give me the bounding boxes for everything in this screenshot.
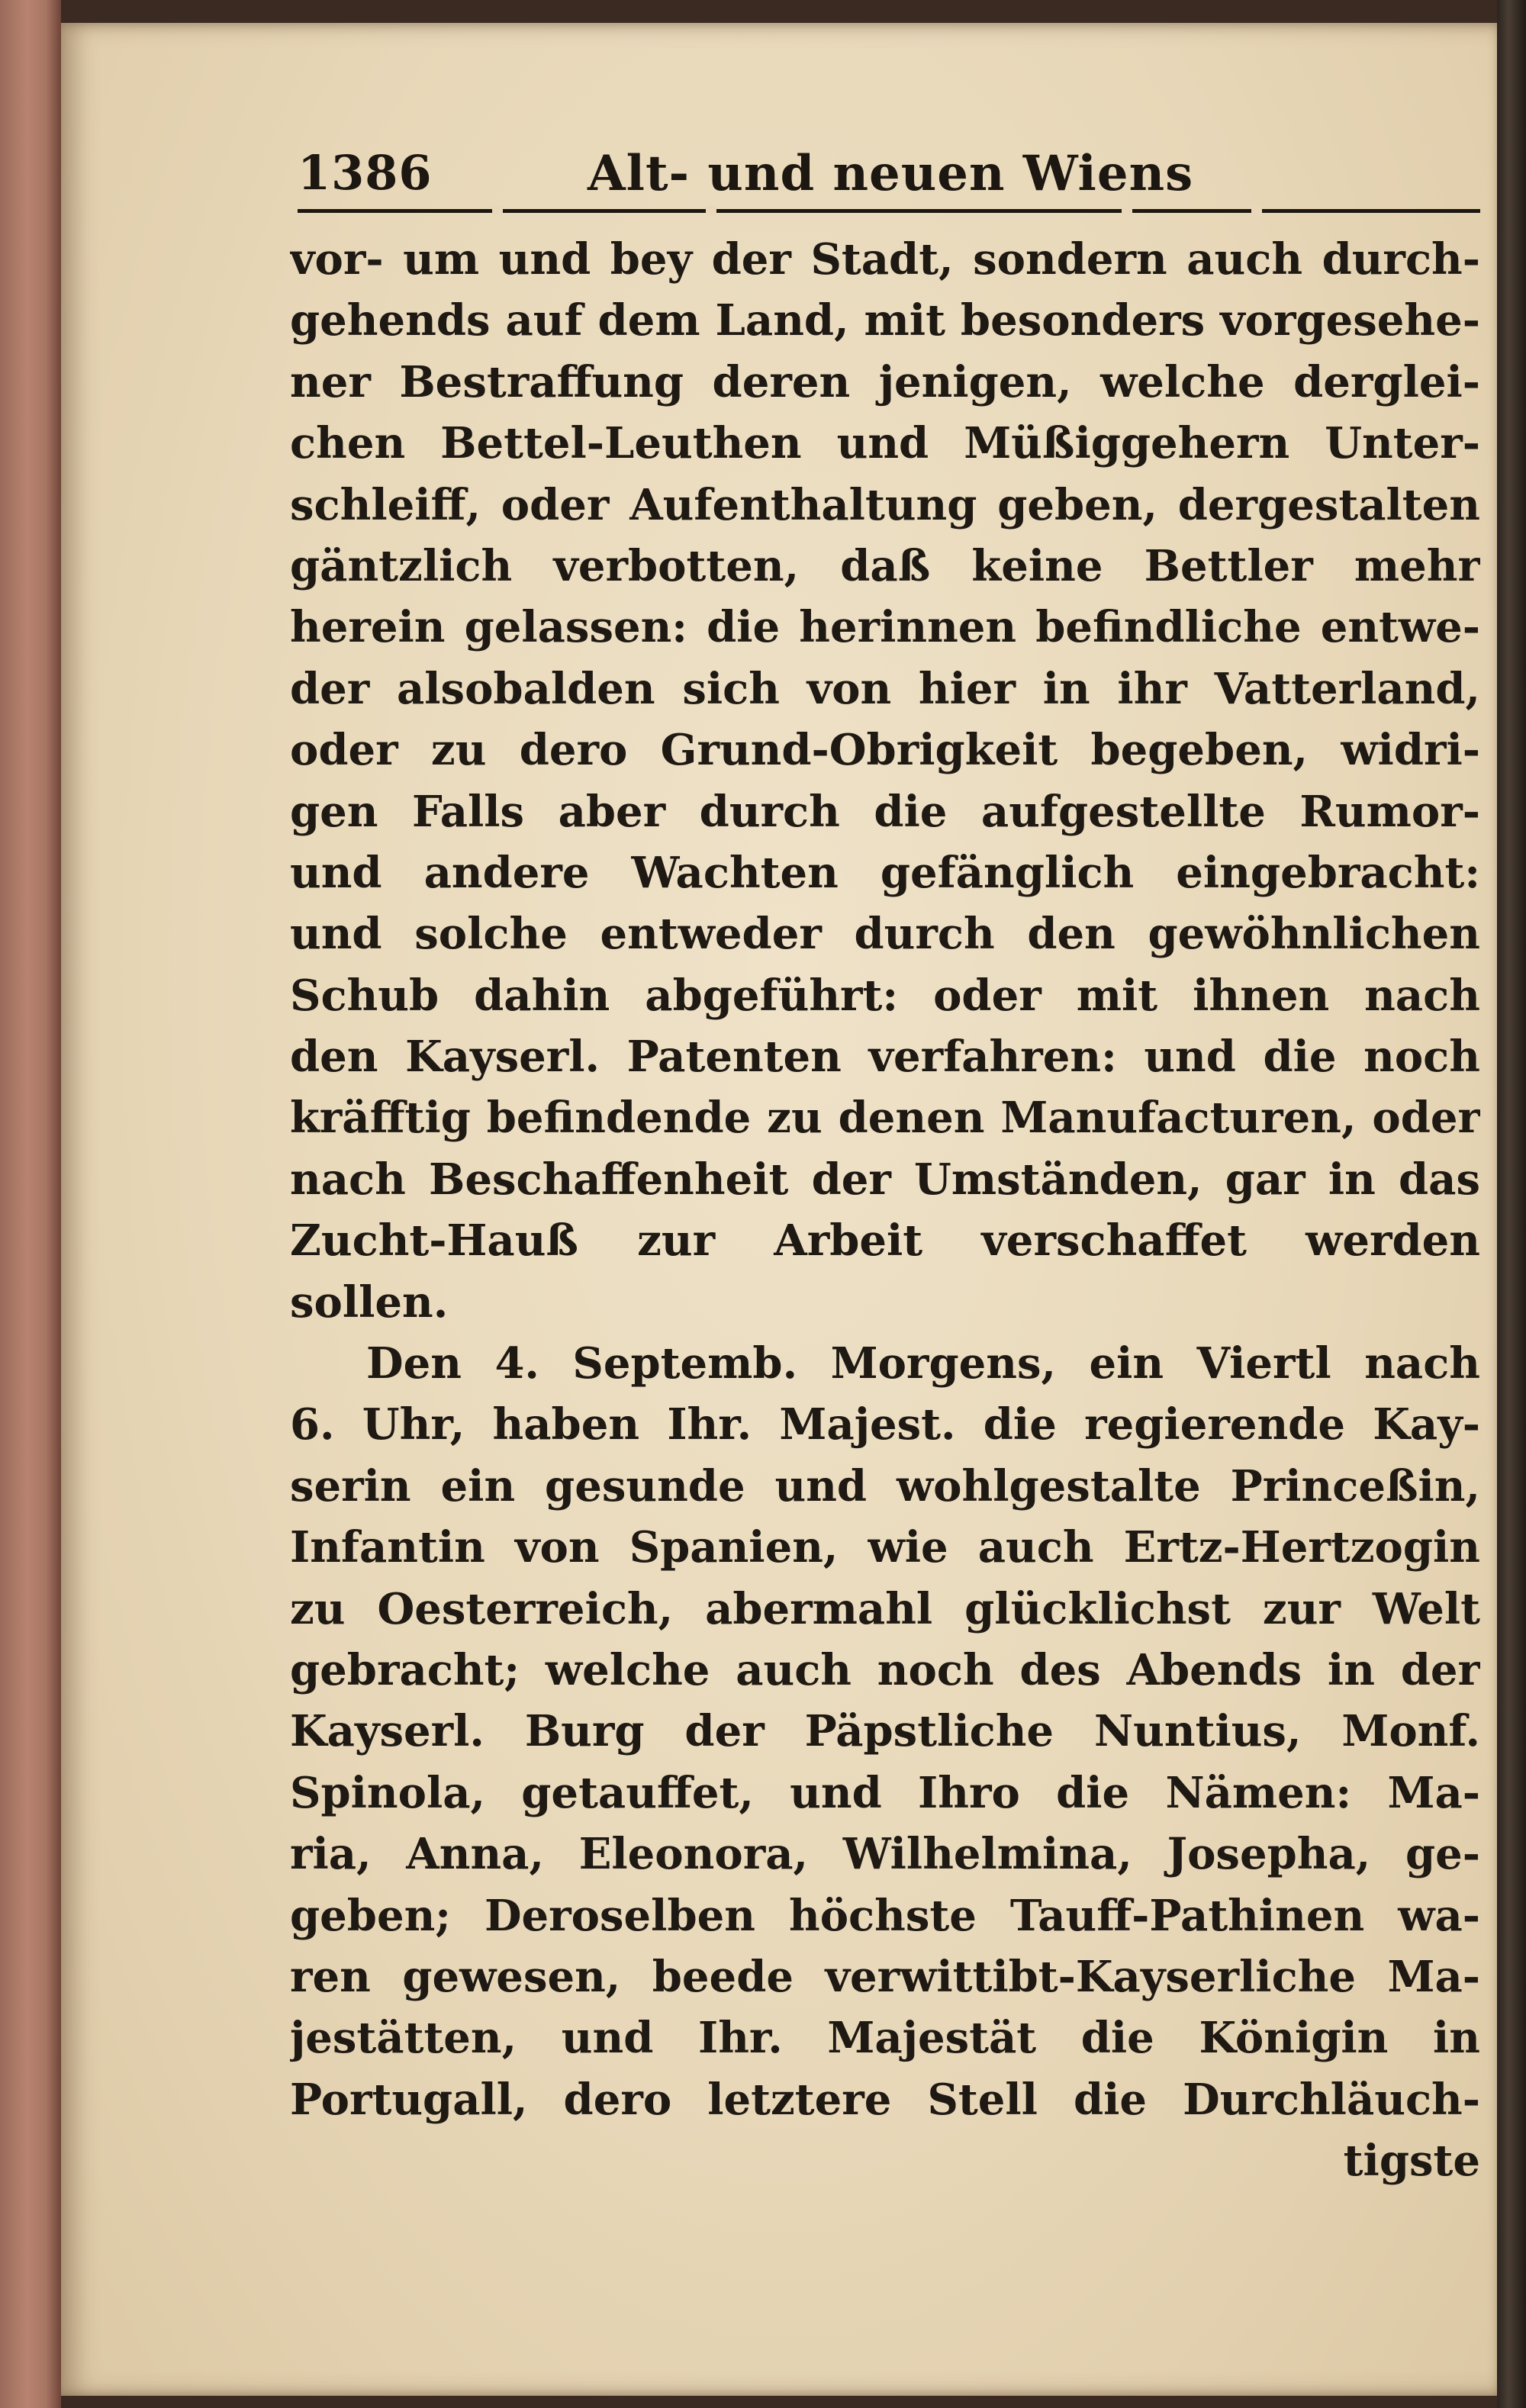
text-line: gen Falls aber durch die aufgestellte Rumor- (290, 786, 1480, 837)
header-rule (298, 209, 1480, 213)
header-rule-gap (1251, 206, 1262, 215)
header-rule-gap (706, 206, 716, 215)
text-line: vor- um und bey der Stadt, sondern auch durch- (290, 234, 1480, 285)
text-line: ren gewesen, beede verwittibt-Kayserliche Ma- (290, 1951, 1480, 2002)
header-rule-gap (492, 206, 503, 215)
text-line: Portugall, dero letztere Stell die Durchläuch- (290, 2074, 1480, 2125)
text-line: und andere Wachten gefänglich eingebracht: (290, 847, 1480, 898)
text-line: ria, Anna, Eleonora, Wilhelmina, Josepha, ge- (290, 1829, 1480, 1880)
text-line: Spinola, getauffet, und Ihro die Nämen: Ma- (290, 1767, 1480, 1818)
header-rule-gap (1122, 206, 1132, 215)
page-header (298, 145, 1480, 214)
text-line: Infantin von Spanien, wie auch Ertz-Hertzogin (290, 1522, 1480, 1573)
text-line: geben; Deroselben höchste Tauff-Pathinen wa- (290, 1890, 1480, 1941)
text-line: herein gelassen: die herinnen befindliche entwe- (290, 602, 1480, 653)
text-line: Zucht-Hauß zur Arbeit verschaffet werden (290, 1215, 1480, 1267)
text-line: Kayserl. Burg der Päpstliche Nuntius, Monf. (290, 1706, 1480, 1757)
text-line: sollen. (290, 1276, 449, 1328)
text-line: oder zu dero Grund-Obrigkeit begeben, widri- (290, 725, 1480, 776)
page-number: 1386 (298, 145, 433, 201)
body-text (290, 229, 1480, 2192)
text-line: der alsobalden sich von hier in ihr Vatterland, (290, 663, 1480, 714)
text-line: zu Oesterreich, abermahl glücklichst zur Welt (290, 1583, 1480, 1634)
text-line: Schub dahin abgeführt: oder mit ihnen nach (290, 970, 1480, 1021)
text-line: ner Bestraffung deren jenigen, welche derglei- (290, 356, 1480, 407)
text-line: jestätten, und Ihr. Majestät die Königin in (290, 2013, 1480, 2064)
text-line: gehends auf dem Land, mit besonders vorgesehe- (290, 295, 1480, 346)
book-gutter-strip (1497, 0, 1526, 2408)
text-line: nach Beschaffenheit der Umständen, gar in das (290, 1154, 1480, 1205)
text-line: schleiff, oder Aufenthaltung geben, dergestalten (290, 479, 1480, 530)
text-line: den Kayserl. Patenten verfahren: und die noch (290, 1032, 1480, 1083)
text-line: chen Bettel-Leuthen und Müßiggehern Unter- (290, 418, 1480, 469)
paragraph-start-line: Den 4. Septemb. Morgens, ein Viertl nach (366, 1338, 1480, 1389)
book-edge (0, 0, 61, 2408)
text-line: serin ein gesunde und wohlgestalte Princeßin, (290, 1460, 1480, 1511)
text-line: gebracht; welche auch noch des Abends in der (290, 1644, 1480, 1695)
running-title: Alt- und neuen Wiens (588, 145, 1194, 202)
text-line: kräfftig befindende zu denen Manufacturen, oder (290, 1093, 1480, 1144)
text-line: gäntzlich verbotten, daß keine Bettler mehr (290, 540, 1480, 591)
text-line: 6. Uhr, haben Ihr. Majest. die regierende Kay- (290, 1399, 1480, 1450)
text-line: und solche entweder durch den gewöhnlichen (290, 909, 1480, 960)
catchword: tigste (1343, 2136, 1480, 2187)
